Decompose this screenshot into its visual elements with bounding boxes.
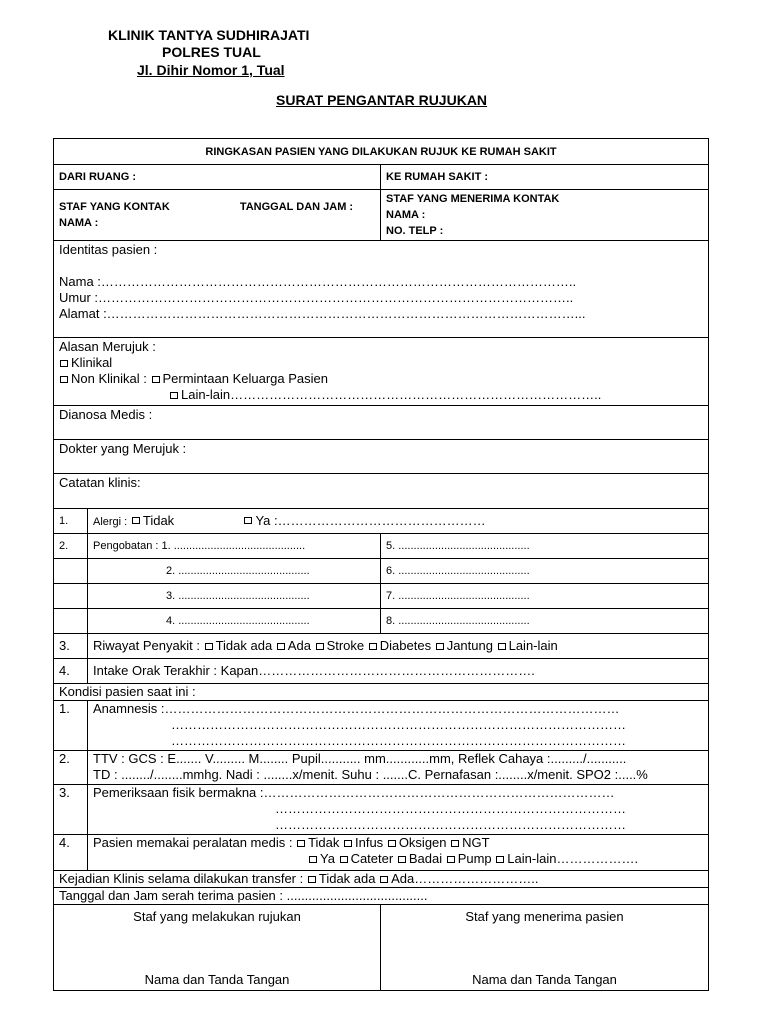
row-number: 4. [54, 835, 88, 871]
summary-title: RINGKASAN PASIEN YANG DILAKUKAN RUJUK KE RUMAH SAKIT [54, 139, 709, 165]
lain-lain-alasan-line: Lain-lain………………………………………………………………………….. [181, 387, 602, 402]
catatan-label: Catatan klinis: [59, 475, 141, 490]
peralatan-tidak-label: Tidak [308, 835, 340, 850]
alasan-label: Alasan Merujuk : [59, 339, 156, 354]
riwayat-ada-label: Ada [287, 638, 311, 653]
kejadian-ada-line: Ada……………………….. [391, 871, 539, 886]
pemeriksaan-line: Pemeriksaan fisik bermakna :……………………………………………………………………… [93, 785, 615, 800]
alergi-ya-checkbox[interactable] [244, 517, 252, 524]
pemeriksaan-fisik-field[interactable] [88, 785, 709, 835]
ttd-left-label: Nama dan Tanda Tangan [144, 972, 290, 987]
klinikal-label: Klinikal [71, 355, 113, 370]
riwayat-lain-lain-label: Lain-lain [508, 638, 558, 653]
pengobatan-3[interactable]: 3. ........................................... [88, 584, 381, 609]
jantung-label: Jantung [446, 638, 493, 653]
peralatan-lain-lain-label: Lain-lain………………. [507, 851, 639, 866]
infus-label: Infus [355, 835, 384, 850]
pemeriksaan-dots-2: ……………………………………………………………………… [275, 817, 626, 832]
riwayat-penyakit-cell [88, 634, 709, 659]
kejadian-tidak-ada-checkbox[interactable] [308, 876, 316, 883]
empty-number-cell [54, 559, 88, 584]
peralatan-label: Pasien memakai peralatan medis : [93, 835, 293, 850]
referral-form [53, 138, 709, 991]
staf-kontak-cell[interactable] [54, 190, 381, 241]
ttv-line-2: TD : ......../........mmhg. Nadi : ........x/menit. Suhu : .......C. Pernafasan :........x/menit. SPO2 :.....% [93, 767, 648, 782]
anamnesis-dots-2: …………………………………………………………………………………………… [171, 733, 626, 748]
anamnesis-line: Anamnesis :…………………………………………………………………………………………… [93, 701, 620, 716]
staf-menerima-pasien-label: Staf yang menerima pasien [465, 909, 624, 924]
jantung-checkbox[interactable] [436, 643, 444, 650]
signature-box-menerima[interactable] [381, 905, 709, 991]
riwayat-label: Riwayat Penyakit : [93, 638, 200, 653]
police-unit: POLRES TUAL [162, 44, 261, 60]
staf-kontak-label: STAF YANG KONTAK [59, 201, 170, 213]
empty-number-cell [54, 584, 88, 609]
anamnesis-dots-1: …………………………………………………………………………………………… [171, 717, 626, 732]
pengobatan-5[interactable]: 5. ........................................... [381, 534, 709, 559]
nama-right-label: NAMA : [386, 209, 426, 221]
peralatan-tidak-checkbox[interactable] [297, 840, 305, 847]
document-title: SURAT PENGANTAR RUJUKAN [276, 92, 488, 108]
badai-checkbox[interactable] [398, 856, 406, 863]
alamat-pasien-line: Alamat :………………………………………………………………………………………………... [59, 306, 586, 321]
ttd-right-label: Nama dan Tanda Tangan [472, 972, 617, 987]
alergi-tidak-checkbox[interactable] [132, 517, 140, 524]
riwayat-tidak-ada-checkbox[interactable] [205, 643, 213, 650]
riwayat-lain-lain-checkbox[interactable] [498, 643, 506, 650]
kejadian-tidak-ada-label: Tidak ada [318, 871, 376, 886]
infus-checkbox[interactable] [344, 840, 352, 847]
staf-menerima-cell[interactable] [381, 190, 709, 241]
dianosa-label: Dianosa Medis : [59, 407, 153, 422]
kejadian-ada-checkbox[interactable] [380, 876, 388, 883]
serah-terima-field[interactable]: Tanggal dan Jam serah terima pasien : ....................................... [54, 888, 709, 905]
staf-menerima-label: STAF YANG MENERIMA KONTAK [386, 193, 560, 205]
row-number: 4. [54, 659, 88, 684]
no-telp-label: NO. TELP : [386, 225, 444, 237]
peralatan-medis-cell [88, 835, 709, 871]
intake-field[interactable]: Intake Orak Terakhir : Kapan………………………………………………………. [88, 659, 709, 684]
diabetes-label: Diabetes [379, 638, 432, 653]
row-number: 1. [54, 509, 88, 534]
alergi-label: Alergi : [93, 515, 128, 528]
pemeriksaan-dots-1: ……………………………………………………………………… [275, 801, 626, 816]
ngt-label: NGT [462, 835, 490, 850]
row-number: 1. [54, 701, 88, 751]
identitas-pasien-section[interactable] [54, 241, 709, 338]
ngt-checkbox[interactable] [451, 840, 459, 847]
signature-box-rujukan[interactable] [54, 905, 381, 991]
dianosa-medis-field[interactable] [54, 406, 709, 440]
dari-ruang-field[interactable]: DARI RUANG : [54, 165, 381, 190]
row-number: 2. [54, 751, 88, 785]
tanggal-jam-label: TANGGAL DAN JAM : [239, 201, 354, 213]
pengobatan-7[interactable]: 7. ........................................... [381, 584, 709, 609]
lain-lain-alasan-checkbox[interactable] [170, 392, 178, 399]
riwayat-tidak-ada-label: Tidak ada [215, 638, 273, 653]
empty-number-cell [54, 609, 88, 634]
alergi-cell [88, 509, 709, 534]
pump-label: Pump [457, 851, 492, 866]
pengobatan-1[interactable]: Pengobatan : 1. ........................................... [88, 534, 381, 559]
oksigen-checkbox[interactable] [388, 840, 396, 847]
stroke-checkbox[interactable] [316, 643, 324, 650]
peralatan-ya-checkbox[interactable] [309, 856, 317, 863]
pengobatan-8[interactable]: 8. ........................................... [381, 609, 709, 634]
kondisi-label: Kondisi pasien saat ini : [54, 684, 709, 701]
catatan-klinis-field[interactable] [54, 474, 709, 509]
non-klinikal-checkbox[interactable] [60, 376, 68, 383]
anamnesis-field[interactable] [88, 701, 709, 751]
ttv-field[interactable] [88, 751, 709, 785]
row-number: 2. [54, 534, 88, 559]
alasan-merujuk-section [54, 338, 709, 406]
klinikal-checkbox[interactable] [60, 360, 68, 367]
cateter-label: Cateter [350, 851, 394, 866]
pengobatan-4[interactable]: 4. ........................................... [88, 609, 381, 634]
permintaan-keluarga-checkbox[interactable] [152, 376, 160, 383]
alergi-tidak-label: Tidak [142, 512, 175, 528]
clinic-address: Jl. Dihir Nomor 1, Tual [137, 62, 285, 78]
kejadian-label: Kejadian Klinis selama dilakukan transfer : [59, 871, 304, 886]
ke-rumah-sakit-field[interactable]: KE RUMAH SAKIT : [381, 165, 709, 190]
pengobatan-6[interactable]: 6. ........................................... [381, 559, 709, 584]
pengobatan-2[interactable]: 2. ........................................... [88, 559, 381, 584]
riwayat-ada-checkbox[interactable] [277, 643, 285, 650]
stroke-label: Stroke [326, 638, 365, 653]
umur-pasien-line: Umur :……………………………………………………………………………………………….. [59, 290, 574, 305]
kejadian-klinis-cell [54, 871, 709, 888]
ttv-line-1: TTV : GCS : E....... V......... M........ Pupil........... mm............mm, Reflek Cahaya :........./........... [93, 751, 627, 766]
pump-checkbox[interactable] [447, 856, 455, 863]
dokter-label: Dokter yang Merujuk : [59, 441, 187, 456]
nama-left-label: NAMA : [59, 217, 99, 229]
badai-label: Badai [408, 851, 443, 866]
dokter-merujuk-field[interactable] [54, 440, 709, 474]
alergi-ya-line: Ya :………………………………………… [255, 512, 486, 528]
staf-rujukan-label: Staf yang melakukan rujukan [133, 909, 301, 924]
row-number: 3. [54, 634, 88, 659]
clinic-name: KLINIK TANTYA SUDHIRAJATI [108, 27, 310, 43]
identitas-label: Identitas pasien : [59, 242, 158, 257]
diabetes-checkbox[interactable] [369, 643, 377, 650]
permintaan-keluarga-label: Permintaan Keluarga Pasien [162, 371, 328, 386]
peralatan-ya-label: Ya [320, 851, 335, 866]
non-klinikal-label: Non Klinikal : [71, 371, 147, 386]
peralatan-lain-lain-checkbox[interactable] [496, 856, 504, 863]
cateter-checkbox[interactable] [340, 856, 348, 863]
nama-pasien-line: Nama :……………………………………………………………………………………………….. [59, 274, 577, 289]
oksigen-label: Oksigen [398, 835, 447, 850]
row-number: 3. [54, 785, 88, 835]
